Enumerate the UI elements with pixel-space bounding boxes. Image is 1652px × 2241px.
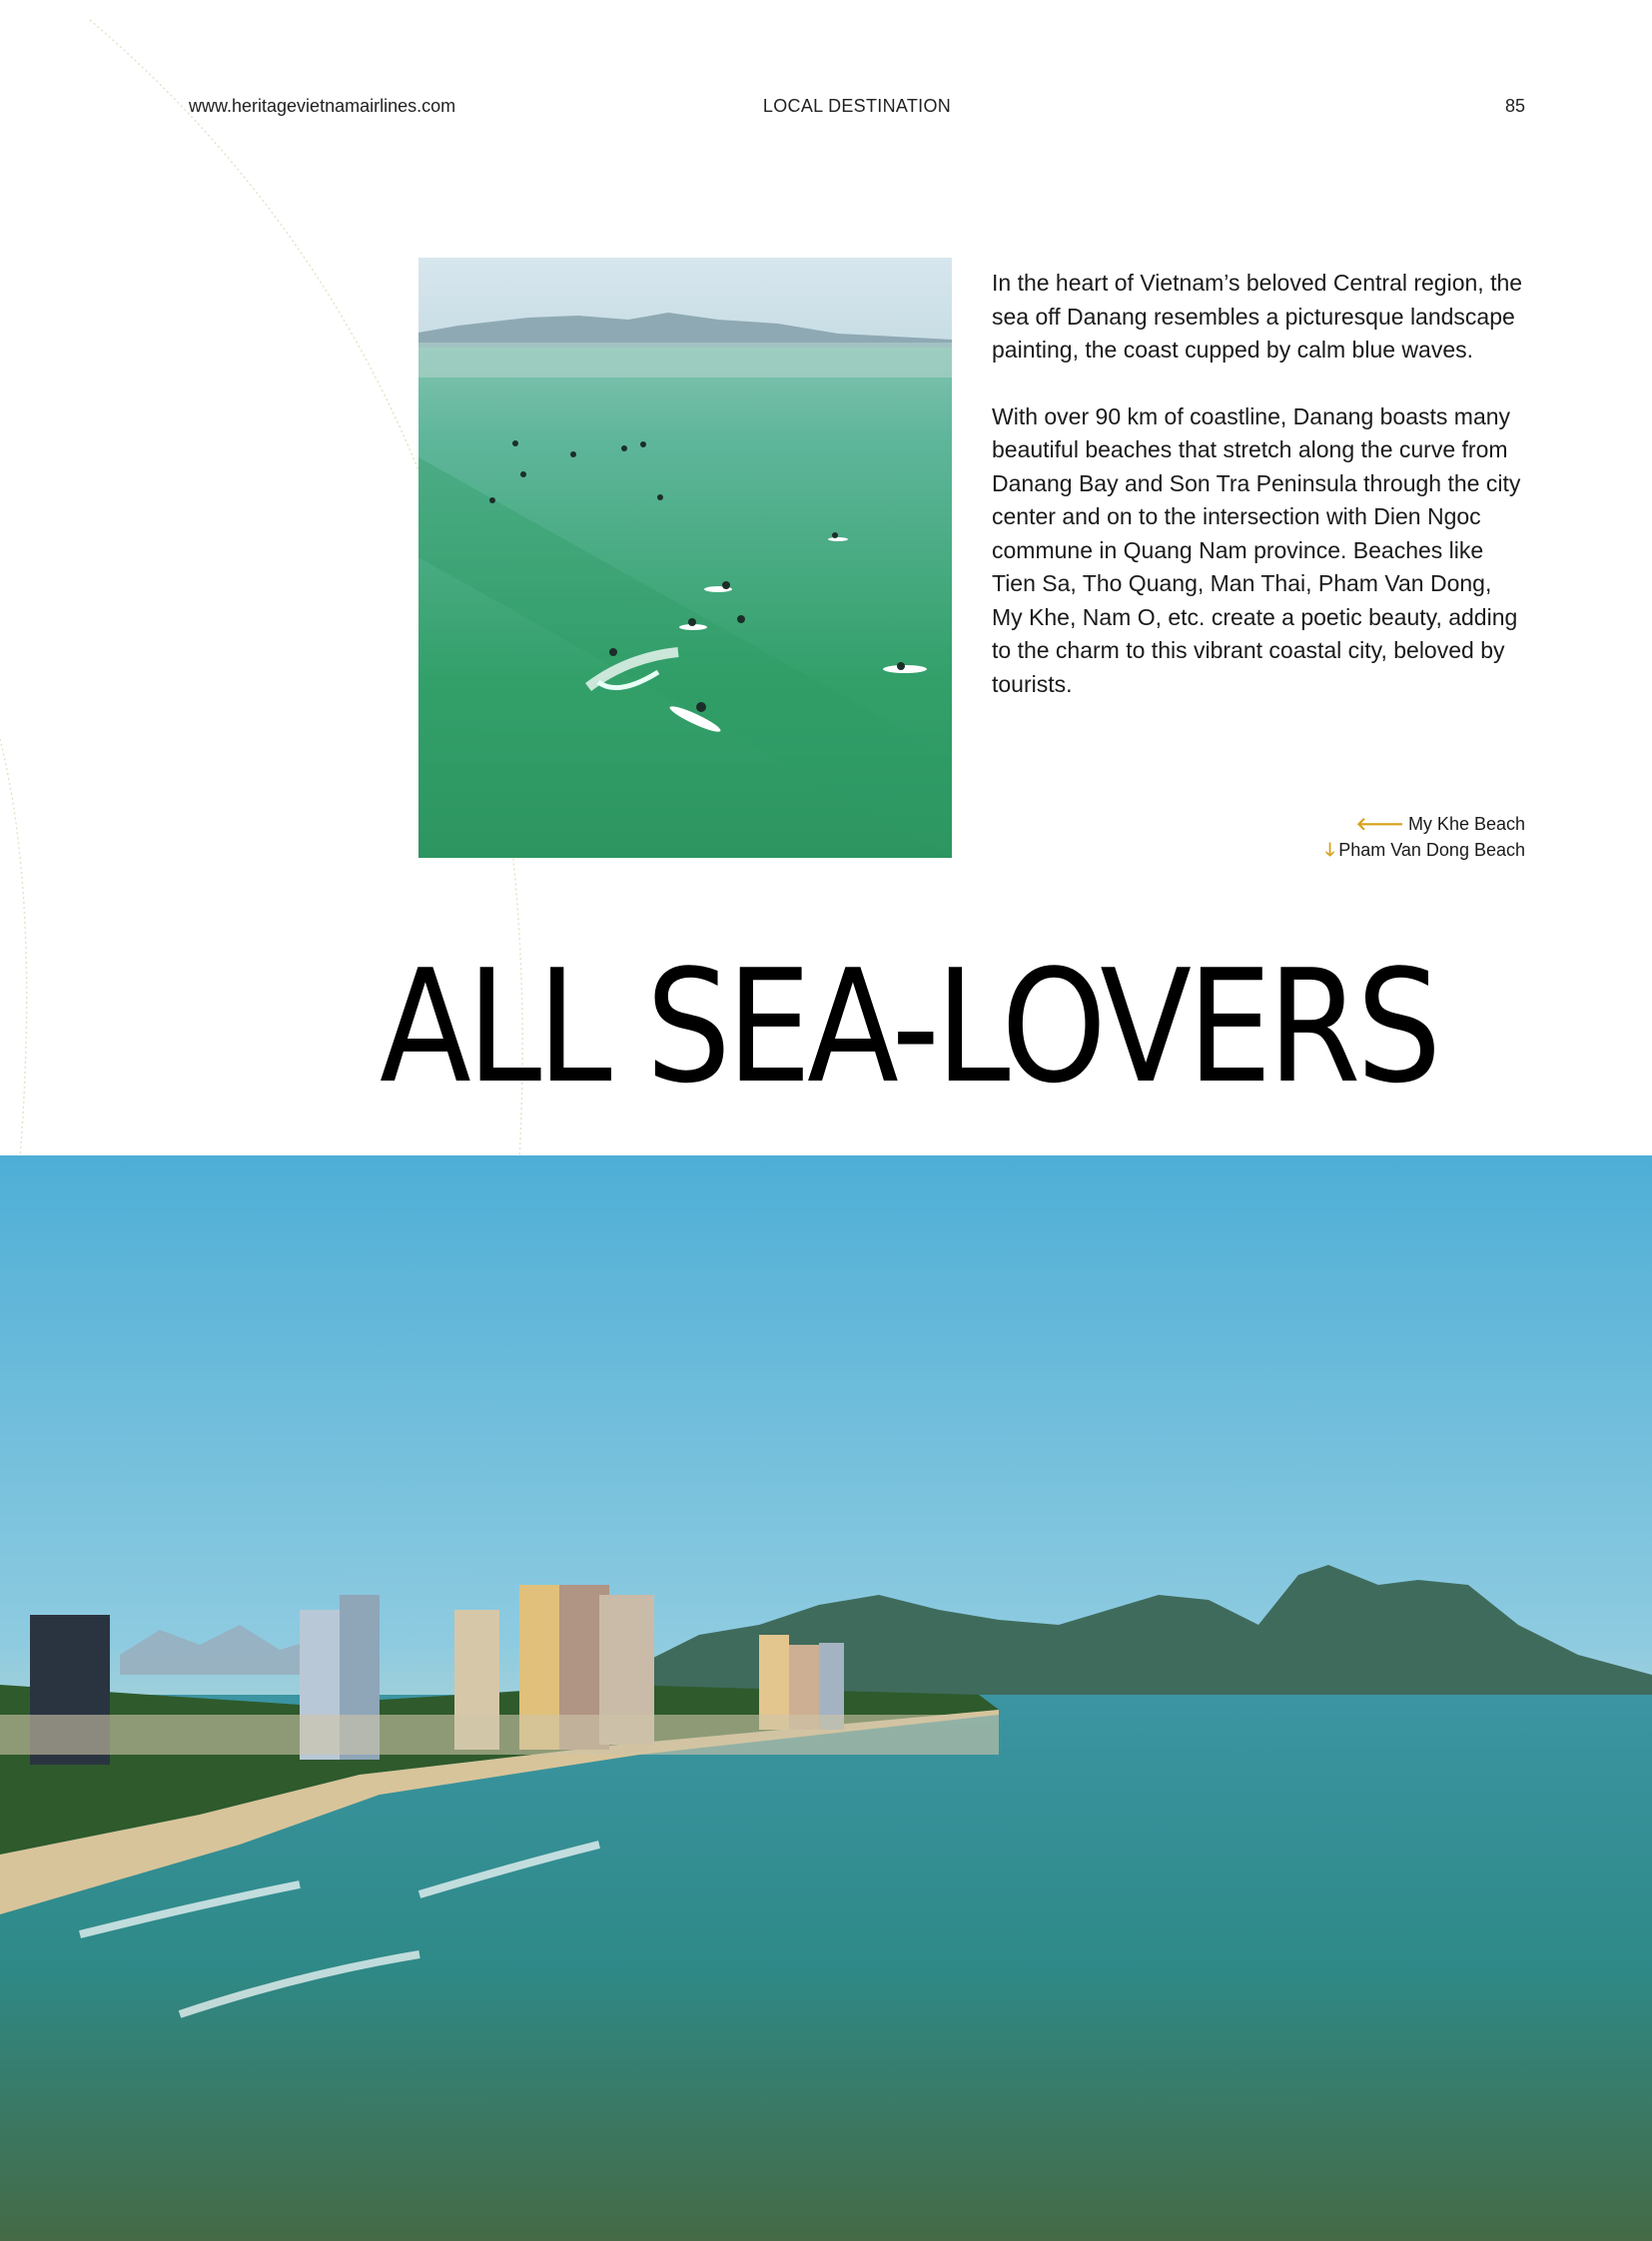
caption-pham-van-dong — [1325, 837, 1525, 863]
caption-text: My Khe Beach — [1407, 814, 1525, 834]
arrow-left-icon: 🡐 — [1355, 814, 1404, 834]
article-body — [992, 267, 1526, 734]
photo-captions — [1325, 811, 1525, 863]
page-header — [189, 96, 1525, 126]
caption-my-khe — [1325, 811, 1525, 837]
beach-panorama-photo — [0, 1155, 1652, 2241]
website-url: www.heritagevietnamairlines.com — [189, 96, 456, 116]
section-label: LOCAL DESTINATION — [762, 96, 952, 116]
arrow-down-icon: 🡓 — [1324, 840, 1335, 860]
paragraph-intro: In the heart of Vietnam’s beloved Central region, the sea off Danang resembles a picturesque landscape painting, the coast cupped by calm blue waves. — [992, 270, 1523, 363]
page-title: ALL SEA-LOVERS — [380, 936, 1438, 1118]
paragraph-coastline: With over 90 km of coastline, Danang boasts many beautiful beaches that stretch along the curve from Danang Bay and Son Tra Peninsula through the city center and on to the intersection with Dien Ngoc commune in Quang Nam province. Beaches like Tien Sa, Tho Quang, Man Thai, Pham Van Dong, My Khe, Nam O, etc. create a poetic beauty, adding to the charm to this vibrant coastal city, beloved by tourists. — [992, 402, 1521, 697]
page-number: 85 — [1504, 96, 1525, 116]
caption-text: Pham Van Dong Beach — [1338, 840, 1525, 860]
surfers-photo — [418, 258, 952, 858]
